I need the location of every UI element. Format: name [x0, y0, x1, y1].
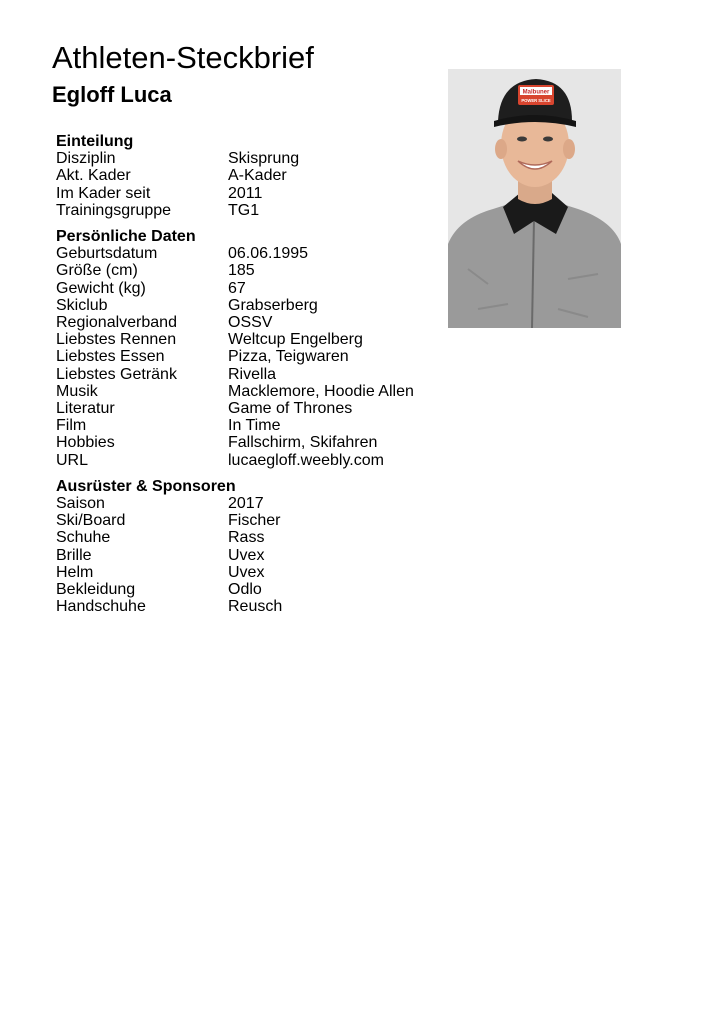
- athlete-name: Egloff Luca: [52, 82, 172, 107]
- info-value: Reusch: [228, 598, 283, 616]
- info-value: Pizza, Teigwaren: [228, 348, 349, 366]
- info-row-liebstes-rennen: [56, 331, 436, 348]
- athlete-portrait-illustration: [448, 69, 621, 328]
- info-value: Macklemore, Hoodie Allen: [228, 382, 414, 400]
- info-value: Game of Thrones: [228, 400, 353, 418]
- section-heading: Ausrüster & Sponsoren: [56, 477, 236, 495]
- info-label: Disziplin: [56, 150, 116, 168]
- info-label: Film: [56, 417, 87, 435]
- info-label: Schuhe: [56, 529, 111, 547]
- info-row-bekleidung: [56, 581, 436, 598]
- info-row-kader: [56, 167, 436, 184]
- info-row-skiclub: [56, 297, 436, 314]
- section-heading: Persönliche Daten: [56, 228, 196, 246]
- info-row-brille: [56, 547, 436, 564]
- info-row-helm: [56, 564, 436, 581]
- info-label: Saison: [56, 495, 105, 513]
- info-value: Grabserberg: [228, 296, 318, 314]
- info-value: 185: [228, 262, 255, 280]
- info-label: Literatur: [56, 400, 115, 418]
- section-einteilung: [56, 133, 436, 219]
- info-value: Fallschirm, Skifahren: [228, 434, 378, 452]
- svg-text:POWER SLICE: POWER SLICE: [521, 98, 551, 103]
- profile-content: [56, 133, 436, 624]
- info-row-ski-board: [56, 512, 436, 529]
- info-label: Skiclub: [56, 296, 108, 314]
- info-row-trainingsgruppe: [56, 202, 436, 219]
- info-label: Helm: [56, 563, 94, 581]
- info-row-schuhe: [56, 529, 436, 546]
- info-row-handschuhe: [56, 598, 436, 615]
- info-value: 06.06.1995: [228, 245, 309, 263]
- info-row-gewicht: [56, 280, 436, 297]
- info-label: Akt. Kader: [56, 167, 131, 185]
- info-value: 67: [228, 279, 246, 297]
- info-row-film: [56, 417, 436, 434]
- website-url: lucaegloff.weebly.com: [228, 451, 384, 469]
- info-label: Geburtsdatum: [56, 245, 158, 263]
- info-value: Weltcup Engelberg: [228, 331, 363, 349]
- info-label: Liebstes Rennen: [56, 331, 177, 349]
- info-label: Hobbies: [56, 434, 115, 452]
- info-row-saison: [56, 495, 436, 512]
- info-value: Rass: [228, 529, 265, 547]
- info-row-disziplin: [56, 150, 436, 167]
- info-row-groesse: [56, 262, 436, 279]
- svg-text:Malbuner: Malbuner: [522, 89, 550, 96]
- info-label: Trainingsgruppe: [56, 201, 172, 219]
- info-label: Im Kader seit: [56, 184, 151, 202]
- info-row-regionalverband: [56, 314, 436, 331]
- info-value: In Time: [228, 417, 281, 435]
- info-value: 2011: [228, 184, 263, 202]
- info-row-literatur: [56, 400, 436, 417]
- info-label: Liebstes Essen: [56, 348, 165, 366]
- info-label: Liebstes Getränk: [56, 365, 177, 383]
- info-value: Rivella: [228, 365, 277, 383]
- info-row-url: [56, 452, 436, 469]
- info-row-kader-seit: [56, 185, 436, 202]
- info-label: Musik: [56, 382, 98, 400]
- page-title: Athleten-Steckbrief: [52, 40, 314, 75]
- info-value: A-Kader: [228, 167, 287, 185]
- info-value: Fischer: [228, 512, 281, 530]
- section-persoenliche-daten: [56, 228, 436, 469]
- info-label: Ski/Board: [56, 512, 126, 530]
- athlete-photo: [448, 69, 621, 328]
- info-row-hobbies: [56, 434, 436, 451]
- info-label: Größe (cm): [56, 262, 138, 280]
- info-label: Brille: [56, 546, 92, 564]
- info-value: Skisprung: [228, 150, 300, 168]
- info-label: Bekleidung: [56, 581, 136, 599]
- info-row-liebstes-essen: [56, 348, 436, 365]
- info-value: TG1: [228, 201, 260, 219]
- info-value: Odlo: [228, 581, 262, 599]
- info-row-liebstes-getraenk: [56, 366, 436, 383]
- info-value: 2017: [228, 495, 264, 513]
- info-label: Handschuhe: [56, 598, 146, 616]
- info-label: URL: [56, 451, 89, 469]
- info-value: OSSV: [228, 314, 273, 332]
- info-row-geburtsdatum: [56, 245, 436, 262]
- info-value: Uvex: [228, 563, 265, 581]
- info-row-musik: [56, 383, 436, 400]
- info-value: Uvex: [228, 546, 265, 564]
- info-label: Gewicht (kg): [56, 279, 146, 297]
- section-ausruester-sponsoren: [56, 478, 436, 616]
- section-heading: Einteilung: [56, 133, 134, 150]
- info-label: Regionalverband: [56, 314, 177, 332]
